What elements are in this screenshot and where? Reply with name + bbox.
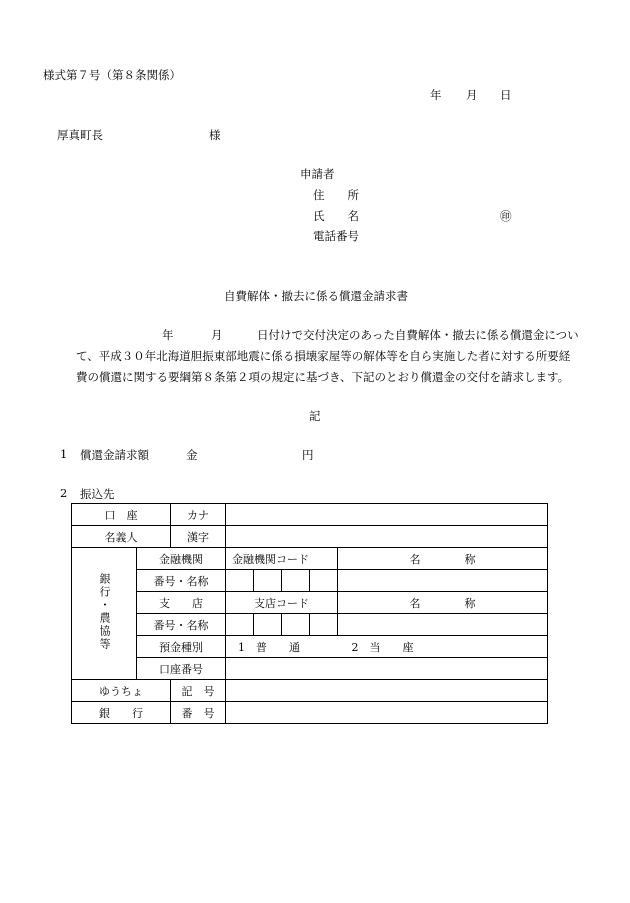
branch-code-digit[interactable]: [310, 614, 338, 636]
yucho-label-1: ゆうちょ: [72, 680, 171, 702]
institution-number-name-label: 番号・名称: [137, 570, 226, 592]
applicant-address-label: 住 所: [313, 188, 359, 202]
institution-name-field[interactable]: [338, 570, 548, 592]
body-month: 月: [211, 328, 223, 342]
addressee-honorific: 様: [209, 128, 221, 142]
branch-code-digit[interactable]: [282, 614, 310, 636]
account-holder-label-1: 口 座: [72, 504, 171, 526]
branch-label: 支 店: [137, 592, 226, 614]
account-number-field[interactable]: [226, 658, 548, 680]
institution-code-digit[interactable]: [282, 570, 310, 592]
item2-number: 2: [60, 486, 68, 500]
kigo-field[interactable]: [226, 680, 548, 702]
item2-label: 振込先: [80, 487, 115, 501]
body-line3: 費の償還に関する要綱第８条第２項の規定に基づき、下記のとおり償還金の交付を請求します。: [76, 370, 570, 384]
kana-field[interactable]: [226, 504, 548, 526]
ki-heading: 記: [309, 409, 321, 423]
futsu-option[interactable]: 1 普 通: [238, 640, 300, 654]
institution-code-label: 金融機関コード: [226, 548, 338, 570]
account-number-label: 口座番号: [137, 658, 226, 680]
deposit-type-label: 預金種別: [137, 636, 226, 658]
item1-label: 償還金請求額: [80, 448, 149, 462]
item1-number: 1: [60, 447, 68, 461]
document-title: 自費解体・撤去に係る償還金請求書: [224, 289, 408, 303]
kigo-label: 記 号: [171, 680, 226, 702]
account-holder-label-2: 名義人: [72, 526, 171, 548]
bank-group-text: 銀行・農協等: [98, 573, 111, 651]
applicant-heading: 申請者: [300, 167, 335, 181]
body-line2: て、平成３０年北海道胆振東部地震に係る損壊家屋等の解体等を自ら実施した者に対する所要経: [76, 349, 571, 363]
item1-kin: 金: [186, 448, 198, 462]
kanji-field[interactable]: [226, 526, 548, 548]
branch-name-field[interactable]: [338, 614, 548, 636]
date-month-label: 月: [466, 88, 478, 102]
bango-field[interactable]: [226, 702, 548, 724]
bank-transfer-table: [71, 503, 548, 724]
applicant-name-label: 氏 名: [313, 209, 359, 223]
institution-label: 金融機関: [137, 548, 226, 570]
branch-number-name-label: 番号・名称: [137, 614, 226, 636]
branch-code-digit[interactable]: [226, 614, 254, 636]
applicant-phone-label: 電話番号: [313, 229, 359, 243]
institution-code-digit[interactable]: [226, 570, 254, 592]
bango-label: 番 号: [171, 702, 226, 724]
branch-code-digit[interactable]: [254, 614, 282, 636]
deposit-type-options[interactable]: [226, 636, 548, 658]
addressee-name: 厚真町長: [57, 128, 103, 142]
seal-mark: ㊞: [500, 209, 512, 223]
item1-yen: 円: [302, 448, 314, 462]
body-year: 年: [162, 328, 174, 342]
body-line1: 日付けで交付決定のあった自費解体・撤去に係る償還金につい: [257, 328, 579, 342]
kanji-label: 漢字: [171, 526, 226, 548]
branch-name-header: 名 称: [338, 592, 548, 614]
branch-code-label: 支店コード: [226, 592, 338, 614]
institution-code-digit[interactable]: [254, 570, 282, 592]
toza-option[interactable]: 2 当 座: [351, 640, 414, 654]
kana-label: カナ: [171, 504, 226, 526]
institution-name-header: 名 称: [338, 548, 548, 570]
date-year-label: 年: [430, 88, 442, 102]
bank-group-label: [72, 548, 137, 680]
yucho-label-2: 銀 行: [72, 702, 171, 724]
date-day-label: 日: [500, 88, 512, 102]
institution-code-digit[interactable]: [310, 570, 338, 592]
form-number: 様式第７号（第８条関係）: [43, 68, 181, 82]
